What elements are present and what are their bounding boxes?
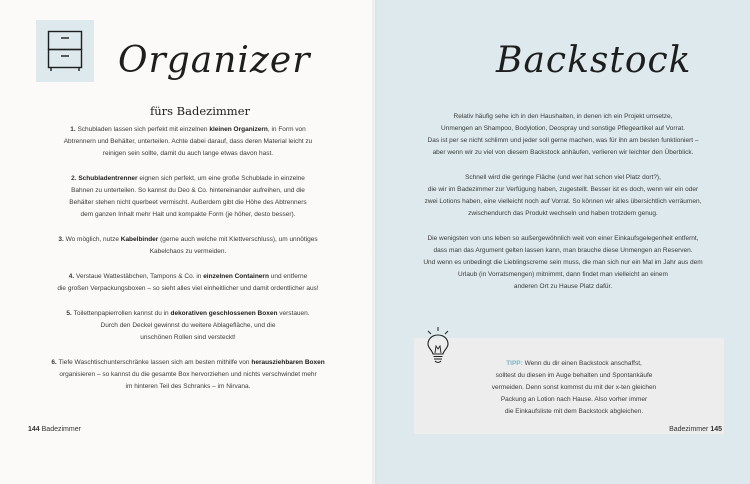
highlight-term: Kabelbinder: [120, 236, 159, 243]
highlight-term: herausziehbaren Boxen: [251, 359, 325, 366]
highlight-term: Schubladentrenner: [78, 175, 138, 182]
backstock-paragraph-1: Relativ häufig sehe ich in den Haushalten, in denen ich ein Projekt umsetze, Unmengen an Shampoo, Bodylotion, Deospray und sonstige Pflegeartikel auf Vorrat. Das ist per se nicht schlimm und jeder soll gerne machen, was für ihn am besten funktioniert – aber wenn wir zu viel von diesem Backstock anhäufen, verlieren wir leichter den Überblick.: [427, 113, 699, 156]
footer-right: [669, 426, 722, 433]
tip-item-1: 1. Schubladen lassen sich perfekt mit einzelnen kleinen Organizern, in Form von Abtrennern und Behälter, unterteilen. Achte dabei darauf, dass deren Material leicht zu reinigen sein sollte, damit du auch lange etwas davon hast.: [63, 126, 313, 157]
page-number-left: 144: [28, 426, 40, 433]
tip-item-5: 5. Toilettenpapierrollen kannst du in dekorativen geschlossenen Boxen verstauen. Durch den Deckel gewinnst du weitere Ablagefläche, und die unschönen Rollen sind versteckt!: [66, 310, 310, 341]
footer-section-left: Badezimmer: [41, 426, 81, 433]
tip-item-3: 3. Wo möglich, nutze Kabelbinder (gerne auch welche mit Klettverschluss), um unnötiges Kabelchaos zu vermeiden.: [58, 236, 318, 255]
left-page-title: Organizer: [118, 40, 311, 81]
item-number: 2.: [71, 175, 79, 182]
highlight-term: einzelnen Containern: [203, 273, 269, 280]
right-page-title: Backstock: [496, 40, 692, 81]
footer-left: [28, 426, 81, 433]
item-number: 1.: [70, 126, 78, 133]
left-page-subtitle: fürs Badezimmer: [149, 104, 251, 118]
drawer-organizer-icon: [47, 30, 83, 72]
backstock-paragraph-3: Die wenigsten von uns leben so außergewöhnlich weit von einer Einkaufsgelegenheit entfernt, dass man das Argument gelten lassen kann, man brauche diese Unmengen an Reserven. Und wenn es unbedingt die Lieblingscreme sein muss, die man sich nur ein Mal im Jahr aus dem Urlaub (in Vorratsmengen) mitnimmt, dann findet man vielleicht an einem anderen Ort zu Hause Platz dafür.: [423, 235, 703, 290]
tip-item-4: 4. Verstaue Wattestäbchen, Tampons & Co. in einzelnen Containern und entferne die großen Verpackungsboxen – so sieht alles viel einheitlicher und damit ordentlicher aus!: [57, 273, 319, 292]
item-number: 5.: [66, 310, 74, 317]
item-number: 3.: [58, 236, 66, 243]
book-gutter: [372, 0, 378, 484]
organizer-tips-list: [28, 124, 348, 406]
backstock-paragraph-2: Schnell wird die geringe Fläche (und wer hat schon viel Platz dort?), die wir im Badezimmer zur Verfügung haben, zugestellt. Besser ist es doch, wenn wir ein oder zwei Lotions haben, eine vielleicht noch auf Vorrat. So können wir alles übersichtlich verräumen, zwischendurch das Produkt wechseln und haben trotzdem genug.: [424, 174, 702, 217]
drawer-icon-box: [36, 20, 94, 82]
page-number-right: 145: [710, 426, 722, 433]
tip-item-2: 2. Schubladentrenner eignen sich perfekt, um eine große Schublade in einzelne Bahnen zu unterteilen. So kannst du Deo & Co. hintereinander aufreihen, und die Behälter stehen nicht querbeet vermischt. Außerdem gibt die Höhe des Abtrenners dem ganzen Inhalt mehr Halt und kompakte Form (je höher, desto besser).: [69, 175, 307, 218]
backstock-text: [392, 111, 734, 306]
tip-item-6: 6. Tiefe Waschtischunterschränke lassen sich am besten mithilfe von herausziehbaren Boxen organisieren – so kannst du die gesamte Box hervorziehen und nichts verschwindet mehr im hinteren Teil des Schranks – im Nirvana.: [51, 359, 325, 390]
item-number: 6.: [51, 359, 59, 366]
tip-label: TIPP:: [506, 360, 523, 367]
footer-section-right: Badezimmer: [669, 426, 709, 433]
highlight-term: dekorativen geschlossenen Boxen: [170, 310, 278, 317]
tip-text: TIPP: Wenn du dir einen Backstock anschaffst, solltest du diesen im Auge behalten und Spontankäufe vermeiden. Denn sonst kommst du mit der x-ten gleichen Packung an Lotion nach Hause. Also vorher immer die Einkaufsliste mit dem Backstock abgleichen.: [491, 360, 657, 415]
highlight-term: kleinen Organizern: [209, 126, 268, 133]
item-number: 4.: [68, 273, 76, 280]
